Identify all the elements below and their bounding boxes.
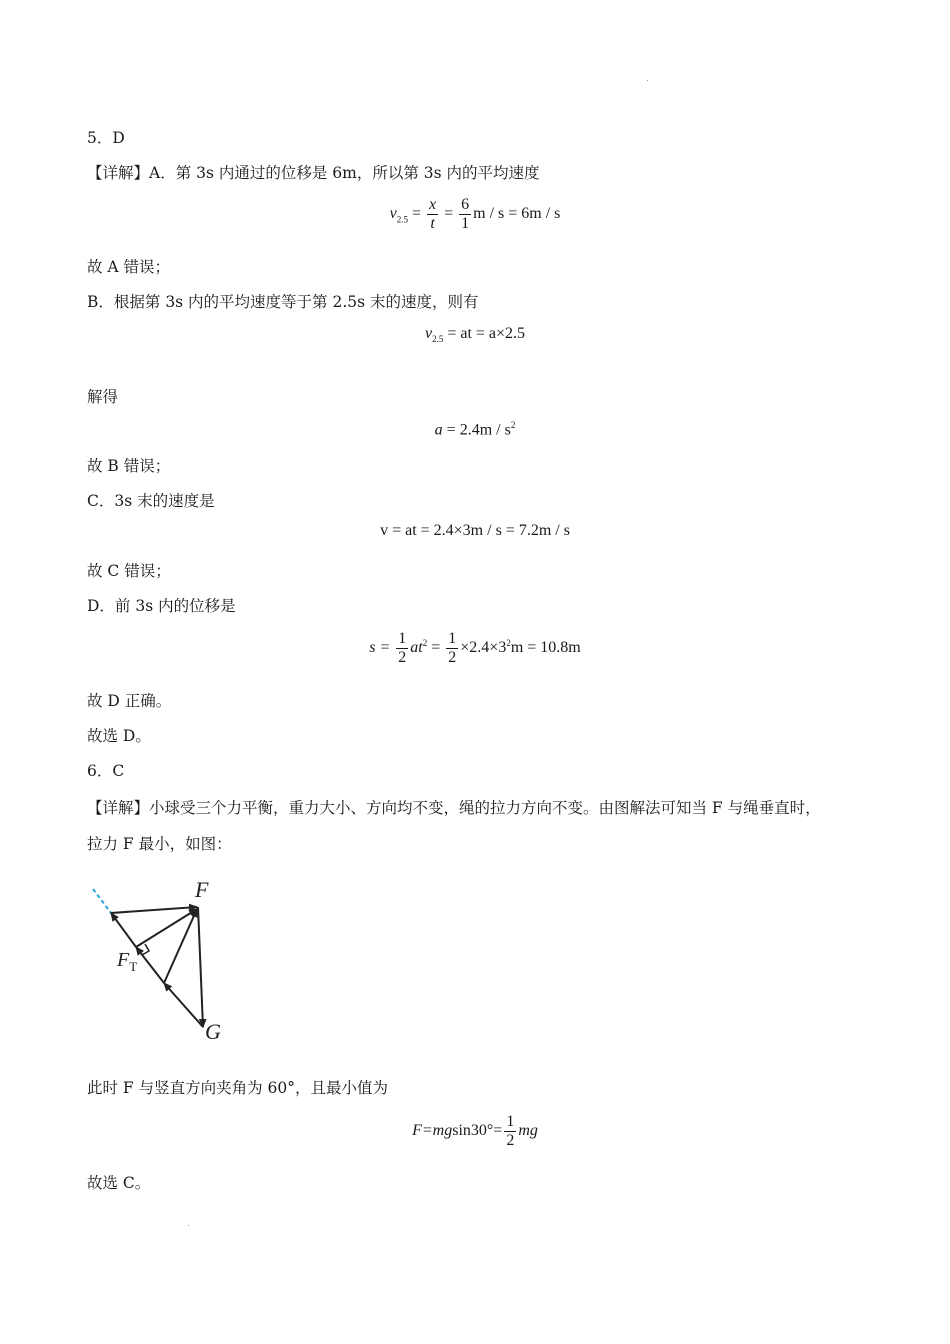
- q6-answer: 6．C: [87, 762, 125, 780]
- denominator: 2: [506, 1132, 515, 1149]
- right-angle-mark: [142, 944, 149, 955]
- equation-rest: m / s = 6m / s: [473, 205, 561, 223]
- q5-conclusion-c: 故 C 错误；: [87, 562, 171, 580]
- q6-detail-line-1: 【详解】小球受三个力平衡，重力大小、方向均不变，绳的拉力方向不变。由图解法可知当 F 与绳垂直时，: [87, 799, 821, 817]
- q5-equation-1: [0, 196, 950, 233]
- tension-arrow-1: [164, 983, 203, 1027]
- force-triangle-diagram: [85, 875, 245, 1050]
- q6-detail-line-2: 拉力 F 最小，如图：: [87, 835, 232, 853]
- fraction-half: [504, 1113, 516, 1150]
- q5-final: 故选 D。: [87, 727, 151, 745]
- subscript: 2.5: [432, 334, 444, 345]
- q5-answer: 5．D: [87, 129, 125, 147]
- tension-arrow-3: [111, 913, 136, 947]
- equation-rest: = at = a×2.5: [443, 325, 526, 342]
- var-at: at: [410, 639, 423, 657]
- force-f-arrow-3: [111, 907, 197, 913]
- q5-equation-4: v = at = 2.4×3m / s = 7.2m / s: [380, 522, 570, 539]
- subscript: 2.5: [396, 214, 408, 225]
- var-s: s =: [369, 639, 395, 657]
- q5-conclusion-d: 故 D 正确。: [87, 692, 172, 710]
- numerator: 1: [448, 630, 457, 647]
- q5-c-intro: C．3s 末的速度是: [87, 492, 215, 510]
- q5-intro: 【详解】A．第 3s 内通过的位移是 6m，所以第 3s 内的平均速度: [87, 164, 540, 182]
- numerator: 1: [398, 630, 407, 647]
- q5-b-intro: B．根据第 3s 内的平均速度等于第 2.5s 末的速度，则有: [87, 293, 479, 311]
- var-v: v: [424, 325, 433, 342]
- q5-d-intro: D．前 3s 内的位移是: [87, 597, 236, 615]
- rope-direction-dashed-line: [93, 889, 111, 913]
- numerator: 1: [506, 1113, 515, 1130]
- fraction-half: [446, 630, 458, 667]
- superscript: 2: [510, 420, 516, 430]
- fraction-half: [396, 630, 408, 667]
- gravity-arrow: [198, 907, 203, 1027]
- q5-equation-2: [0, 325, 950, 344]
- q6-angle-line: 此时 F 与竖直方向夹角为 60°，且最小值为: [87, 1079, 389, 1097]
- var-v: v: [389, 205, 397, 223]
- equals: =: [407, 205, 425, 223]
- equation-mid: sin30°=: [452, 1122, 503, 1140]
- denominator: 2: [448, 649, 457, 666]
- equation-right: mg: [518, 1122, 538, 1140]
- equals: =: [440, 205, 458, 223]
- fraction-6-over-1: [459, 196, 471, 233]
- q5-solve-label: 解得: [87, 388, 119, 406]
- q5-conclusion-a: 故 A 错误；: [87, 258, 171, 276]
- equation-rest: m = 10.8m: [510, 639, 581, 657]
- label-F: F: [195, 877, 209, 902]
- superscript: 2: [506, 637, 511, 648]
- q6-equation: [0, 1113, 950, 1150]
- equation-left: F=mg: [412, 1122, 453, 1140]
- corner-dot-top: [647, 80, 648, 81]
- superscript: 2: [422, 637, 428, 648]
- equation-rest: = 2.4m / s: [442, 421, 511, 439]
- denominator: 1: [461, 215, 470, 232]
- denominator: t: [430, 215, 435, 232]
- equals: =: [427, 639, 445, 657]
- tension-arrow-2: [136, 947, 164, 983]
- q5-equation-5: [0, 630, 950, 667]
- q6-final: 故选 C。: [87, 1174, 151, 1192]
- numerator: x: [428, 196, 437, 213]
- corner-dot-bottom: [188, 1225, 189, 1226]
- numerator: 6: [461, 196, 470, 213]
- equation-part: ×2.4×3: [460, 639, 507, 657]
- denominator: 2: [398, 649, 407, 666]
- q5-equation-3: [0, 420, 950, 439]
- var-a: a: [434, 421, 443, 439]
- fraction-x-over-t: [427, 196, 438, 233]
- label-FT: $F_T$: [117, 949, 138, 974]
- label-G: G: [205, 1019, 221, 1044]
- q5-conclusion-b: 故 B 错误；: [87, 457, 171, 475]
